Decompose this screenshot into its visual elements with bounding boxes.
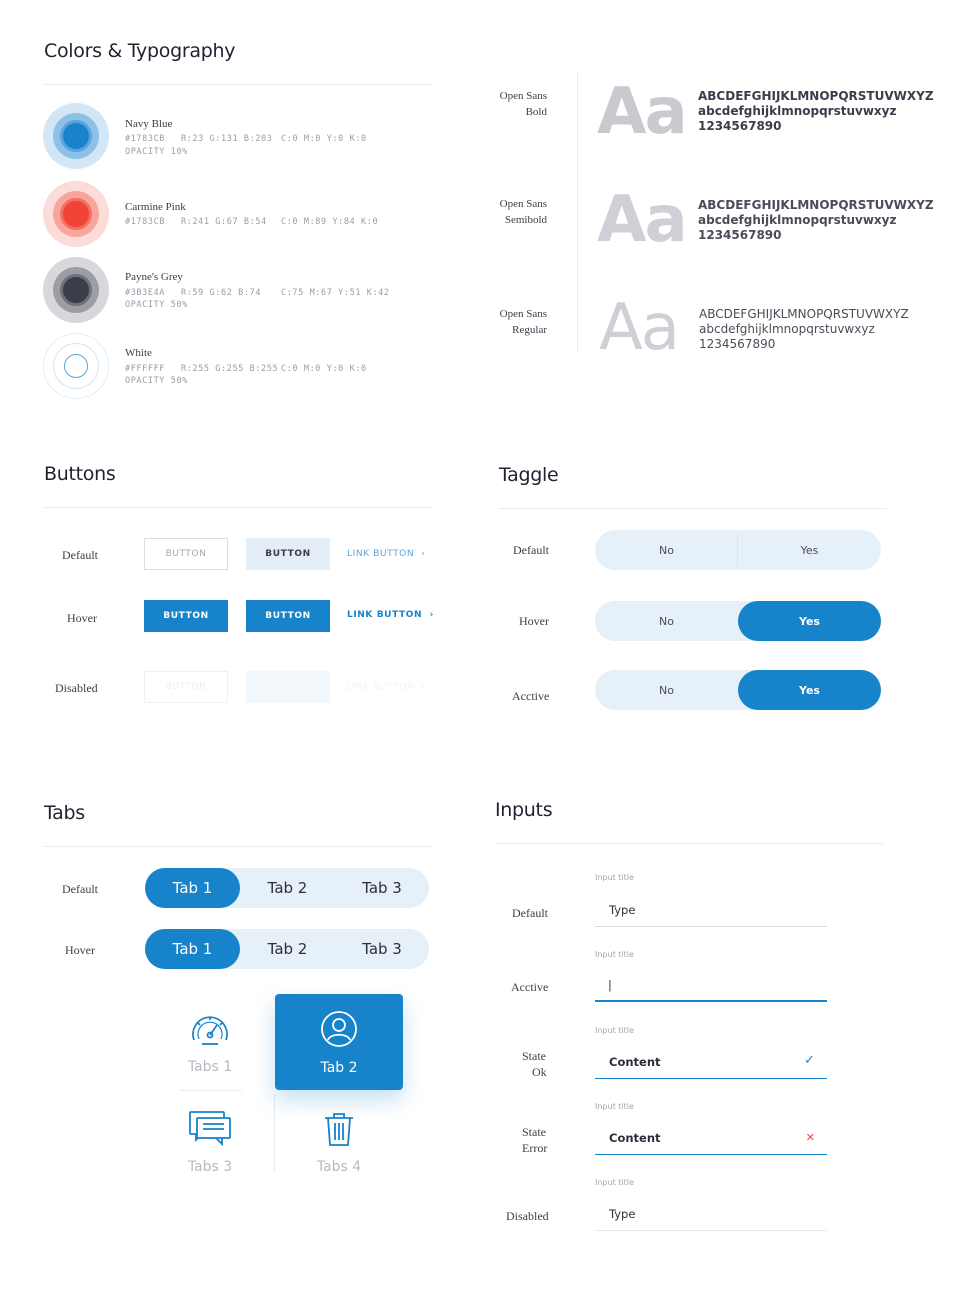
tabbar-default [145,868,429,908]
button-outline-disabled: BUTTON [144,671,228,703]
color-opacity: OPACITY 50% [125,300,188,310]
toggle-hover[interactable] [595,601,881,641]
toggle-yes[interactable]: Yes [738,670,881,710]
sample-aa-regular: Aa [599,291,678,365]
input-title: Input title [595,873,634,882]
toggle-yes[interactable]: Yes [800,543,819,557]
navy-blue-swatch [43,103,109,169]
color-cmyk: C:75 M:67 Y:51 K:42 [281,288,390,298]
divider [495,843,883,844]
input-disabled [595,1199,827,1231]
input-default[interactable] [595,895,827,927]
tab-1[interactable]: Tab 1 [145,868,240,908]
tab-2[interactable]: Tab 2 [267,879,308,897]
link-button-default[interactable]: LINK BUTTON › [347,549,426,559]
button-filled-default[interactable]: BUTTON [246,538,330,570]
glyphs-regular: ABCDEFGHIJKLMNOPQRSTUVWXYZ abcdefghijklmnopqrstuvwxyz 1234567890 [699,307,909,351]
input-underline [595,1154,827,1155]
state-label: State Error [522,1125,548,1155]
icon-tab-label: Tabs 4 [316,1158,362,1175]
glyphs-bold: ABCDEFGHIJKLMNOPQRSTUVWXYZ abcdefghijklmnopqrstuvwxyz 1234567890 [698,89,934,133]
state-label: Default [513,543,549,557]
user-icon [319,1009,359,1054]
input-title: Input title [595,1102,634,1111]
color-name: White [125,347,152,359]
state-label: Acctive [511,980,549,994]
chevron-right-icon: › [417,549,426,559]
color-opacity: OPACITY 50% [125,376,188,386]
tab-2[interactable]: Tab 2 [267,940,308,958]
state-label: Hover [65,943,95,957]
input-title: Input title [595,1178,634,1187]
icon-tab-3[interactable] [146,1094,274,1190]
toggle-no[interactable]: No [659,614,674,628]
input-title: Input title [595,1026,634,1035]
tab-3[interactable]: Tab 3 [362,940,402,958]
icon-tab-4[interactable] [275,1094,403,1190]
state-label: Disabled [506,1209,549,1223]
input-value: Content [609,1131,661,1145]
toggle-default[interactable] [595,530,881,570]
icon-tab-label: Tabs 1 [187,1058,233,1075]
toggle-active[interactable] [595,670,881,710]
color-rgb: R:255 G:255 B:255 [181,364,279,374]
icon-tab-label: Tab 2 [320,1059,358,1076]
input-underline [595,926,827,927]
state-label: Default [62,882,98,896]
input-state-error[interactable] [595,1123,827,1155]
button-filled-hover[interactable]: BUTTON [246,600,330,632]
chat-icon [188,1110,232,1153]
font-label-bold: Open Sans Bold [499,90,547,118]
input-value: Type [609,903,636,917]
tabbar-hover [145,929,429,969]
color-opacity: OPACITY 10% [125,147,188,157]
input-title: Input title [595,950,634,959]
toggle-no[interactable]: No [659,683,674,697]
input-value: Content [609,1055,661,1069]
link-button-hover[interactable]: LINK BUTTON › [347,610,434,620]
inputs-title: Inputs [495,799,553,821]
state-label: Default [62,548,98,562]
tab-3[interactable]: Tab 3 [362,879,402,897]
color-hex: #1783CB [125,217,166,227]
state-label: Default [512,906,548,920]
colors-typography-title: Colors & Typography [44,40,236,62]
color-hex: #1783CB [125,134,166,144]
color-cmyk: C:0 M:0 Y:0 K:0 [281,364,367,374]
chevron-right-icon: › [417,682,426,692]
toggle-no[interactable]: No [659,543,674,557]
state-label: Disabled [55,681,98,695]
input-active[interactable] [595,970,827,1002]
sample-aa-semibold: Aa [597,183,686,257]
link-button-disabled: LINK BUTTON › [347,682,426,692]
check-icon: ✓ [804,1053,815,1068]
input-value: Type [609,1207,636,1221]
state-label: Acctive [512,689,550,703]
tabs-title: Tabs [44,802,85,824]
color-rgb: R:23 G:131 B:203 [181,134,273,144]
color-hex: #3B3E4A [125,288,166,298]
tab-1[interactable]: Tab 1 [145,929,240,969]
icon-tab-2[interactable] [275,994,403,1090]
font-label-regular: Open Sans Regular [499,308,547,336]
color-rgb: R:241 G:67 B:54 [181,217,267,227]
state-label: Hover [67,611,97,625]
input-underline [595,1230,827,1231]
carmine-pink-swatch [43,181,109,247]
sample-aa-bold: Aa [597,75,686,149]
glyphs-semibold: ABCDEFGHIJKLMNOPQRSTUVWXYZ abcdefghijklmnopqrstuvwxyz 1234567890 [698,198,934,242]
input-cursor: | [608,978,612,992]
toggle-yes[interactable]: Yes [738,601,881,641]
color-name: Carmine Pink [125,201,186,213]
color-cmyk: C:0 M:89 Y:84 K:0 [281,217,379,227]
color-hex: #FFFFFF [125,364,166,374]
state-label: State Ok [522,1049,547,1079]
color-name: Payne's Grey [125,271,183,283]
speedometer-icon [190,1012,230,1053]
button-outline-hover[interactable]: BUTTON [144,600,228,632]
chevron-right-icon: › [425,610,434,620]
paynes-grey-swatch [43,257,109,323]
color-name: Navy Blue [125,118,173,130]
white-swatch [43,333,109,399]
buttons-title: Buttons [44,463,116,485]
input-state-ok[interactable] [595,1047,827,1079]
icon-tab-label: Tabs 3 [187,1158,233,1175]
input-underline [595,1000,827,1002]
divider [44,507,432,508]
trash-icon [321,1110,357,1153]
divider [499,508,887,509]
icon-tab-1[interactable] [146,995,274,1091]
color-rgb: R:59 G:62 B:74 [181,288,262,298]
typography-divider [577,72,578,352]
font-label-semibold: Open Sans Semibold [499,198,547,226]
state-label: Hover [519,614,549,628]
input-underline [595,1078,827,1079]
toggle-title: Taggle [499,464,559,486]
divider [44,84,432,85]
button-filled-disabled: BUTTON [246,671,330,703]
close-icon: ✕ [805,1131,815,1144]
button-outline-default[interactable]: BUTTON [144,538,228,570]
color-cmyk: C:0 M:0 Y:0 K:0 [281,134,367,144]
divider [44,846,432,847]
